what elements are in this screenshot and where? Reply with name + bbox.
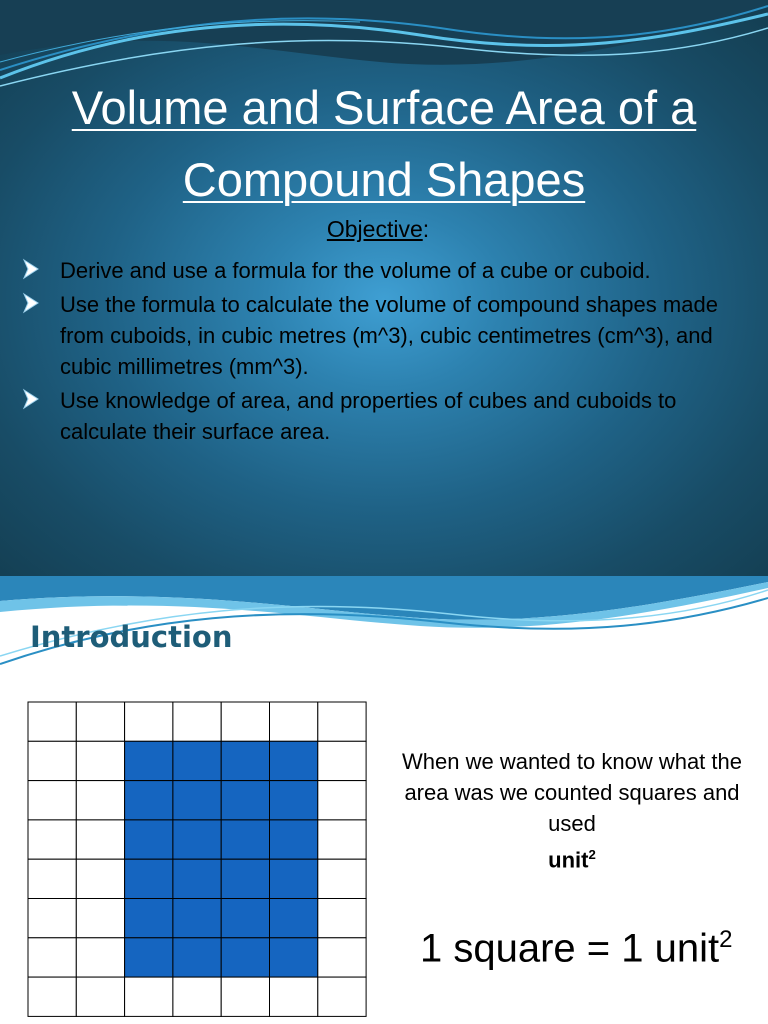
arrow-bullet-icon: [22, 258, 40, 280]
grid-cell: [270, 702, 318, 741]
grid-cell: [318, 741, 366, 780]
grid-cell-shaded: [125, 899, 173, 938]
grid-cell-shaded: [173, 938, 221, 977]
grid-cell-shaded: [270, 781, 318, 820]
objective-list: [0, 255, 720, 450]
grid-cell: [318, 938, 366, 977]
grid-cell: [270, 977, 318, 1016]
grid-cell: [221, 702, 269, 741]
objective-label: Objective: [326, 216, 423, 242]
grid-cell-shaded: [125, 938, 173, 977]
grid-cell-shaded: [221, 899, 269, 938]
grid-cell: [173, 702, 221, 741]
objective-item: Use knowledge of area, and properties of cubes and cuboids to calculate their surface area.: [0, 385, 720, 447]
grid-cell-shaded: [221, 741, 269, 780]
grid-cell-shaded: [173, 820, 221, 859]
grid-cell: [28, 938, 76, 977]
grid-cell: [76, 820, 124, 859]
grid-cell-shaded: [221, 820, 269, 859]
grid-cell: [28, 859, 76, 898]
grid-cell: [28, 899, 76, 938]
grid-cell: [76, 899, 124, 938]
square-equals-unit-equation: 1 square = 1 unit$^2$: [420, 926, 733, 971]
grid-cell: [28, 781, 76, 820]
grid-cell: [76, 859, 124, 898]
grid-cell: [318, 899, 366, 938]
objective-item: Use the formula to calculate the volume of compound shapes made from cuboids, in cubic metres (m^3), cubic centimetres (cm^3), and cubic millimetres (mm^3).: [0, 289, 720, 382]
arrow-bullet-icon: [22, 388, 40, 410]
grid-cell: [28, 820, 76, 859]
grid-cell-shaded: [125, 820, 173, 859]
grid-cell-shaded: [270, 741, 318, 780]
grid-cell: [76, 702, 124, 741]
grid-cell: [28, 741, 76, 780]
grid-cell: [76, 938, 124, 977]
introduction-heading: Introduction: [30, 620, 233, 654]
grid-cell: [28, 977, 76, 1016]
grid-cell: [221, 977, 269, 1016]
grid-cell: [318, 820, 366, 859]
grid-cell-shaded: [125, 741, 173, 780]
grid-cell-shaded: [125, 859, 173, 898]
grid-cell: [76, 977, 124, 1016]
grid-cell: [318, 781, 366, 820]
grid-cell: [28, 702, 76, 741]
grid-cell: [318, 977, 366, 1016]
grid-cell: [318, 702, 366, 741]
grid-cell-shaded: [173, 899, 221, 938]
grid-cell: [125, 702, 173, 741]
grid-cell-shaded: [270, 899, 318, 938]
grid-cell: [125, 977, 173, 1016]
grid-cell: [76, 781, 124, 820]
unit-squared-label: unit$^2$: [548, 847, 596, 873]
grid-cell-shaded: [221, 859, 269, 898]
grid-cell-shaded: [270, 938, 318, 977]
grid-cell: [318, 859, 366, 898]
grid-cell-shaded: [125, 781, 173, 820]
grid-cell: [76, 741, 124, 780]
objective-item: Derive and use a formula for the volume of a cube or cuboid.: [0, 255, 720, 286]
area-explanation: When we wanted to know what the area was we counted squares and used unit$^2$: [400, 746, 744, 875]
arrow-bullet-icon: [22, 292, 40, 314]
grid-cell-shaded: [173, 741, 221, 780]
grid-cell-shaded: [221, 781, 269, 820]
objective-heading: [0, 216, 756, 243]
grid-cell: [173, 977, 221, 1016]
grid-cell-shaded: [173, 859, 221, 898]
square-grid: [27, 701, 367, 1019]
objective-colon: :: [422, 216, 430, 242]
grid-cell-shaded: [221, 938, 269, 977]
grid-cell-shaded: [270, 820, 318, 859]
grid-cell-shaded: [173, 781, 221, 820]
slide-2: [0, 576, 768, 1024]
slide-title: Volume and Surface Area of a Compound Shapes: [71, 81, 697, 206]
grid-cell-shaded: [270, 859, 318, 898]
